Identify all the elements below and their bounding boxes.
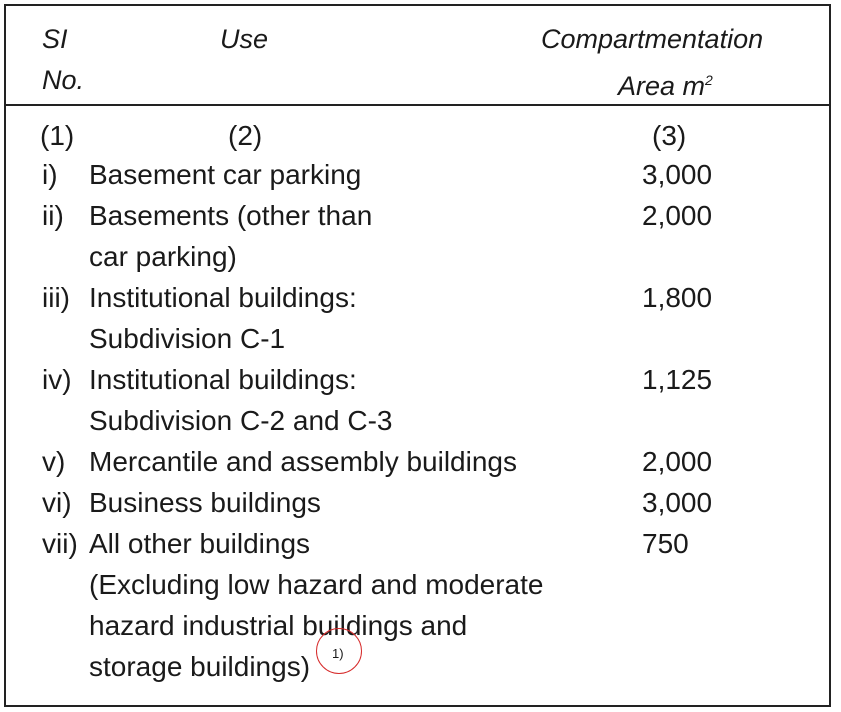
row-area-value: 2,000	[642, 200, 713, 231]
row-number: vii)	[42, 528, 78, 559]
row-use-text: Basement car parking	[89, 159, 362, 190]
row-use-text: Subdivision C-1	[89, 323, 286, 354]
row-area-value: 3,000	[642, 487, 713, 518]
header-area-label: Area $m^2$	[618, 71, 713, 101]
row-use-text: Institutional buildings:	[89, 364, 357, 395]
row-use-text: (Excluding low hazard and moderate	[89, 569, 544, 600]
row-area-value: 3,000	[642, 159, 713, 190]
row-number: v)	[42, 446, 66, 477]
colnum-2: (2)	[228, 120, 263, 151]
row-use-text: All other buildings	[89, 528, 311, 559]
row-use-text: Subdivision C-2 and C-3	[89, 405, 393, 436]
row-use-text: Institutional buildings:	[89, 282, 357, 313]
header-no-label: No.	[42, 65, 85, 95]
header-sl-label: SI	[42, 24, 68, 54]
row-area-value: 2,000	[642, 446, 713, 477]
row-use-text: Business buildings	[89, 487, 321, 518]
row-area-value: 750	[642, 528, 689, 559]
colnum-3: (3)	[652, 120, 687, 151]
row-number: iii)	[42, 282, 70, 313]
row-use-text: storage buildings)	[89, 651, 311, 682]
header-compartmentation-label: Compartmentation	[541, 24, 764, 54]
footnote-mark: 1)	[332, 646, 344, 661]
row-area-value: 1,125	[642, 364, 713, 395]
row-area-value: 1,800	[642, 282, 713, 313]
row-use-text: car parking)	[89, 241, 237, 272]
row-number: iv)	[42, 364, 72, 395]
row-number: i)	[42, 159, 58, 190]
row-use-text: hazard industrial buildings and	[89, 610, 468, 641]
colnum-1: (1)	[40, 120, 75, 151]
row-use-text: Mercantile and assembly buildings	[89, 446, 517, 477]
header-divider	[4, 104, 831, 106]
header-use-label: Use	[220, 24, 269, 54]
row-number: vi)	[42, 487, 72, 518]
row-use-text: Basements (other than	[89, 200, 373, 231]
row-number: ii)	[42, 200, 64, 231]
